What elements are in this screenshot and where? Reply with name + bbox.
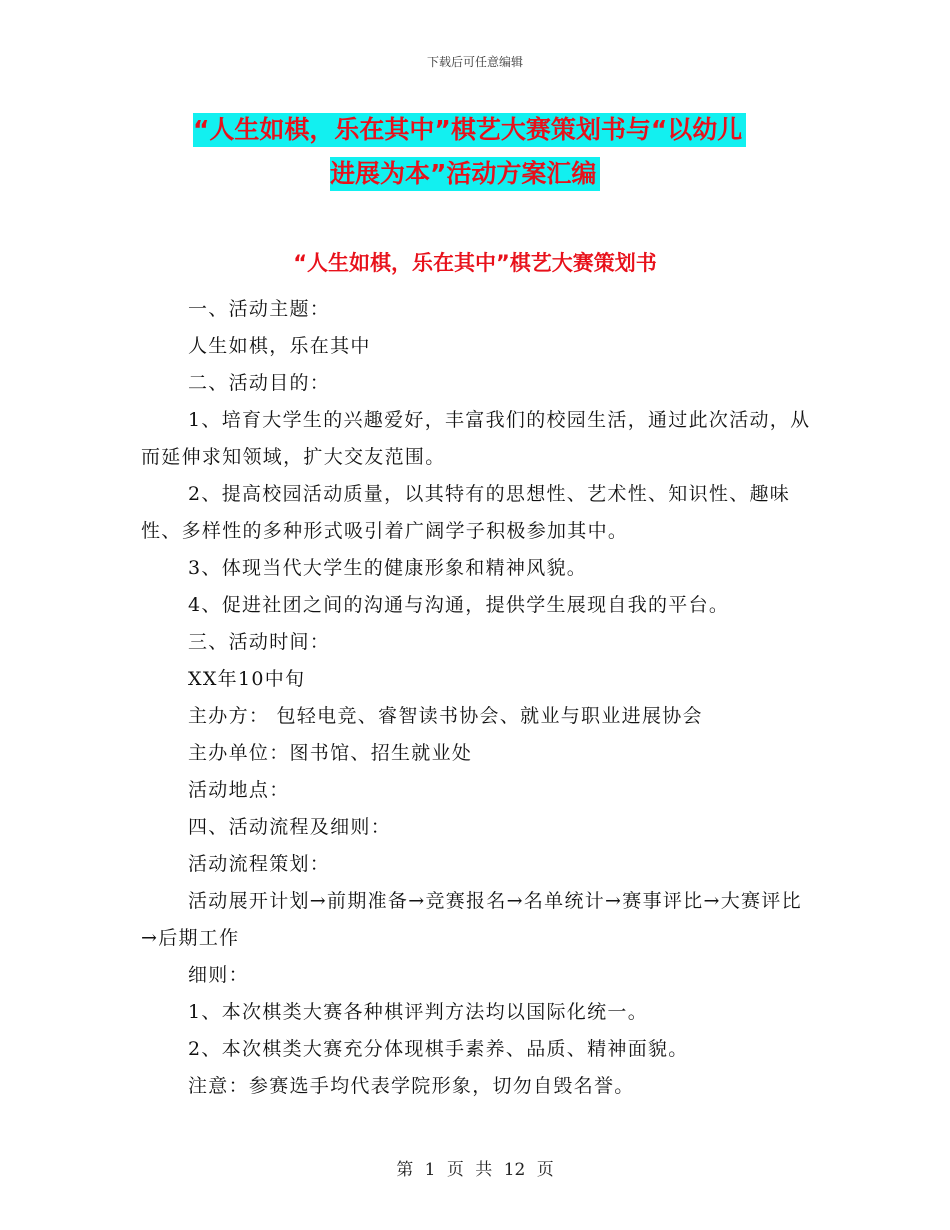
paragraph-purpose-3: 3、体现当代大学生的健康形象和精神风貌。 xyxy=(188,557,588,579)
heading-rules: 细则： xyxy=(188,964,249,986)
paragraph-theme: 人生如棋，乐在其中 xyxy=(188,335,371,357)
paragraph-process-plan: 活动流程策划： xyxy=(188,853,331,875)
header-note: 下载后可任意编辑 xyxy=(426,55,523,69)
paragraph-rule-1: 1、本次棋类大赛各种棋评判方法均以国际化统一。 xyxy=(188,1001,648,1023)
paragraph-time: XX年10中旬 xyxy=(188,668,306,690)
paragraph-note: 注意：参赛选手均代表学院形象，切勿自毁名誉。 xyxy=(188,1075,635,1097)
paragraph-purpose-4: 4、促进社团之间的沟通与沟通，提供学生展现自我的平台。 xyxy=(188,594,730,616)
heading-activity-theme: 一、活动主题： xyxy=(188,298,331,320)
heading-activity-time: 三、活动时间： xyxy=(188,631,331,653)
paragraph-organizer: 主办方： 包轻电竞、睿智读书协会、就业与职业进展协会 xyxy=(188,705,703,727)
paragraph-host-unit: 主办单位：图书馆、招生就业处 xyxy=(188,742,473,764)
paragraph-rule-2: 2、本次棋类大赛充分体现棋手素养、品质、精神面貌。 xyxy=(188,1038,689,1060)
page-footer: 第 1 页 共 12 页 xyxy=(396,1160,554,1180)
paragraph-location: 活动地点： xyxy=(188,779,290,801)
document-title-line-1: “人生如棋，乐在其中”棋艺大赛策划书与“以幼儿 xyxy=(193,113,746,147)
paragraph-process-flow: 活动展开计划→前期准备→竞赛报名→名单统计→赛事评比→大赛评比→后期工作 xyxy=(141,890,802,949)
heading-activity-process: 四、活动流程及细则： xyxy=(188,816,392,838)
section-title: “人生如棋，乐在其中”棋艺大赛策划书 xyxy=(293,251,657,275)
document-body xyxy=(141,291,811,1105)
document-title-line-2: 进展为本”活动方案汇编 xyxy=(330,157,600,191)
heading-activity-purpose: 二、活动目的： xyxy=(188,372,331,394)
paragraph-purpose-2: 2、提高校园活动质量，以其特有的思想性、艺术性、知识性、趣味性、多样性的多种形式吸引着广阔学子积极参加其中。 xyxy=(141,483,791,542)
paragraph-purpose-1: 1、培育大学生的兴趣爱好，丰富我们的校园生活，通过此次活动，从而延伸求知领域，扩大交友范围。 xyxy=(141,409,811,468)
